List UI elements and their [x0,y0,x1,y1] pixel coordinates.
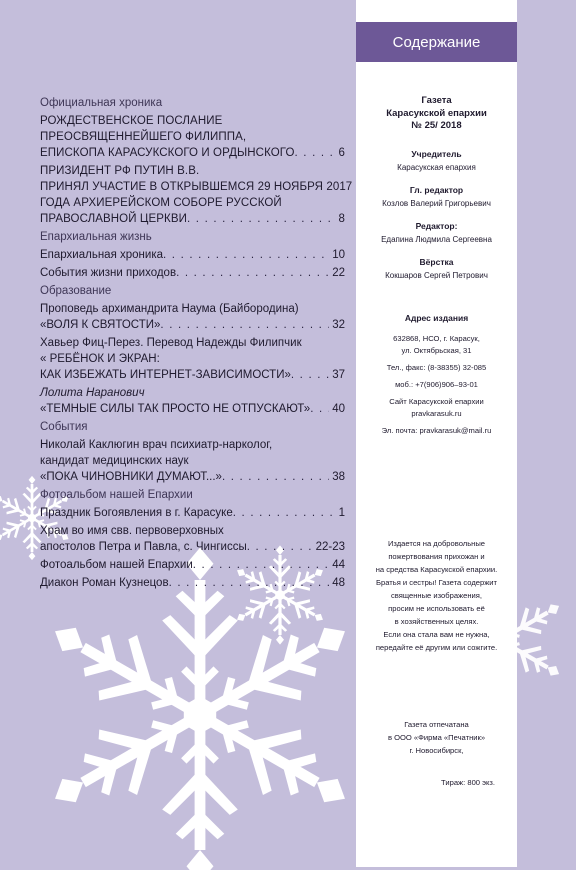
toc-entry[interactable] [40,505,345,521]
page-number: 10 [332,249,345,261]
toc-entry[interactable] [40,557,345,573]
address-label: Адрес издания [404,312,469,323]
phone: Тел., факс: (8-38355) 32-085 [386,362,487,372]
page-number: 6 [338,147,345,159]
toc-entry-last-line [40,265,345,281]
toc-entry-title: ПРАВОСЛАВНОЙ ЦЕРКВИ [40,213,187,225]
toc-entry[interactable] [40,301,345,333]
contents-header [356,22,517,62]
chief-editor-label: Гл. редактор [409,184,464,195]
page-number: 48 [332,577,345,589]
toc-entry[interactable] [40,113,345,161]
chief-editor: Козлов Валерий Григорьевич [382,198,491,208]
toc-entry-line: Хавьер Фиц-Перез. Перевод Надежды Филипчик [40,337,302,349]
dot-leader [222,469,329,485]
toc-entry-line: Проповедь архимандрита Наума (Байбородина) [40,303,299,315]
toc-entry[interactable] [40,385,345,417]
section-heading: Фотоальбом нашей Епархии [40,489,193,501]
toc-entry-last-line [40,469,345,485]
dot-leader [295,145,336,161]
toc-entry-line: Николай Каклюгин врач психиатр-нарколог, [40,439,273,451]
toc-entry-title: «ТЕМНЫЕ СИЛЫ ТАК ПРОСТО НЕ ОТПУСКАЮТ» [40,403,311,415]
page-number: 37 [332,369,345,381]
toc-entry-line: « РЕБЁНОК И ЭКРАН: [40,353,160,365]
toc-entry-last-line [40,145,345,161]
page-number: 1 [338,507,345,519]
note-line: священные изображения, [390,590,483,600]
toc-entry-title: апостолов Петра и Павла, с. Чингиссы [40,541,247,553]
toc-entry-title: «ВОЛЯ К СВЯТОСТИ» [40,319,161,331]
founder: Карасукская епархия [397,162,476,172]
founder-label: Учредитель [411,148,462,159]
mobile: моб.: +7(906)906–93-01 [395,379,478,389]
toc-entry-last-line [40,317,345,333]
dot-leader [233,505,336,521]
toc-entry-line: ПРЕОСВЯЩЕННЕЙШЕГО ФИЛИППА, [40,131,247,143]
page-number: 40 [332,403,345,415]
section-heading: Образование [40,285,112,297]
toc-entry[interactable] [40,523,345,555]
toc-entry-last-line [40,575,345,591]
note-line: в хозяйственных целях. [394,616,479,626]
section-heading: События [40,421,88,433]
toc-entry-title: Епархиальная хроника [40,249,163,261]
page-number: 32 [332,319,345,331]
toc-entry[interactable] [40,335,345,383]
printer-info: Газета отпечатана в ООО «Фирма «Печатник» г. Новосибирск, [387,719,486,755]
website: Сайт Карасукской епархии pravkarasuk.ru [389,396,484,418]
toc-entry-line: кандидат медицинских наук [40,455,189,467]
toc-entry-line: ПРИЗИДЕНТ РФ ПУТИН В.В. [40,165,200,177]
toc-entry-line: РОЖДЕСТВЕНСКОЕ ПОСЛАНИЕ [40,115,223,127]
dot-leader [291,367,329,383]
table-of-contents [40,93,353,593]
imprint [356,95,517,789]
toc-entry-last-line [40,247,345,263]
page-number: 22 [332,267,345,279]
editor: Едапина Людмила Сергеевна [381,234,492,244]
page-number: 8 [338,213,345,225]
toc-entry-title: «ПОКА ЧИНОВНИКИ ДУМАЮТ...» [40,471,222,483]
address: 632868, НСО, г. Карасук, ул. Октябрьская, 31 [393,333,480,355]
toc-entry[interactable] [40,575,345,591]
note-line: просим не использовать её [388,603,485,613]
toc-entry-line: Храм во имя свв. первоверховных [40,525,224,537]
section-heading: Епархиальная жизнь [40,231,152,243]
note-line: передайте её другим или сожгите. [375,642,498,652]
toc-entry[interactable] [40,247,345,263]
toc-entry-title: Праздник Богоявления в г. Карасуке [40,507,233,519]
toc-entry-last-line [40,557,345,573]
toc-entry-title: Фотоальбом нашей Епархии [40,559,193,571]
toc-entry-title: Диакон Роман Кузнецов [40,577,169,589]
layout-label: Вёрстка [419,256,454,267]
toc-entry-line: Лолита Наранович [40,387,145,399]
paper-name: Газета Карасукской епархии № 25/ 2018 [386,95,487,131]
dot-leader [310,401,329,417]
toc-entry-line: ГОДА АРХИЕРЕЙСКОМ СОБОРЕ РУССКОЙ [40,197,282,209]
toc-entry-last-line [40,505,345,521]
toc-entry-last-line [40,539,345,555]
toc-entry-last-line [40,367,345,383]
toc-entry-last-line [40,401,345,417]
page-number: 22-23 [315,541,345,553]
toc-entry-title: События жизни приходов [40,267,177,279]
toc-entry-title: КАК ИЗБЕЖАТЬ ИНТЕРНЕТ-ЗАВИСИМОСТИ» [40,369,291,381]
dot-leader [160,317,329,333]
toc-entry[interactable] [40,163,353,227]
dot-leader [193,557,329,573]
note-line: Братья и сестры! Газета содержит [376,577,497,587]
dot-leader [247,539,313,555]
toc-entry-title: ЕПИСКОПА КАРАСУКСКОГО И ОРДЫНСКОГО [40,147,295,159]
contents-title: Содержание [392,33,481,51]
editor-label: Редактор: [415,220,458,231]
donation-note [356,537,517,654]
dot-leader [187,211,336,227]
note-line: пожертвования прихожан и [388,551,485,561]
toc-entry[interactable] [40,437,345,485]
toc-entry-line: ПРИНЯЛ УЧАСТИЕ В ОТКРЫВШЕМСЯ 29 НОЯБРЯ 2017 [40,181,353,193]
dot-leader [176,265,329,281]
dot-leader [163,247,329,263]
note-line: Издается на добровольные [387,538,486,548]
note-line: Если она стала вам не нужна, [383,629,490,639]
email: Эл. почта: pravkarasuk@mail.ru [381,425,492,435]
toc-entry-last-line [40,211,345,227]
circulation: Тираж: 800 экз. [441,777,495,787]
page-number: 44 [332,559,345,571]
section-heading: Официальная хроника [40,97,163,109]
page-number: 38 [332,471,345,483]
layout-designer: Кокшаров Сергей Петрович [385,270,488,280]
toc-entry[interactable] [40,265,345,281]
dot-leader [169,575,330,591]
note-line: на средства Карасукской епархии. [375,564,498,574]
